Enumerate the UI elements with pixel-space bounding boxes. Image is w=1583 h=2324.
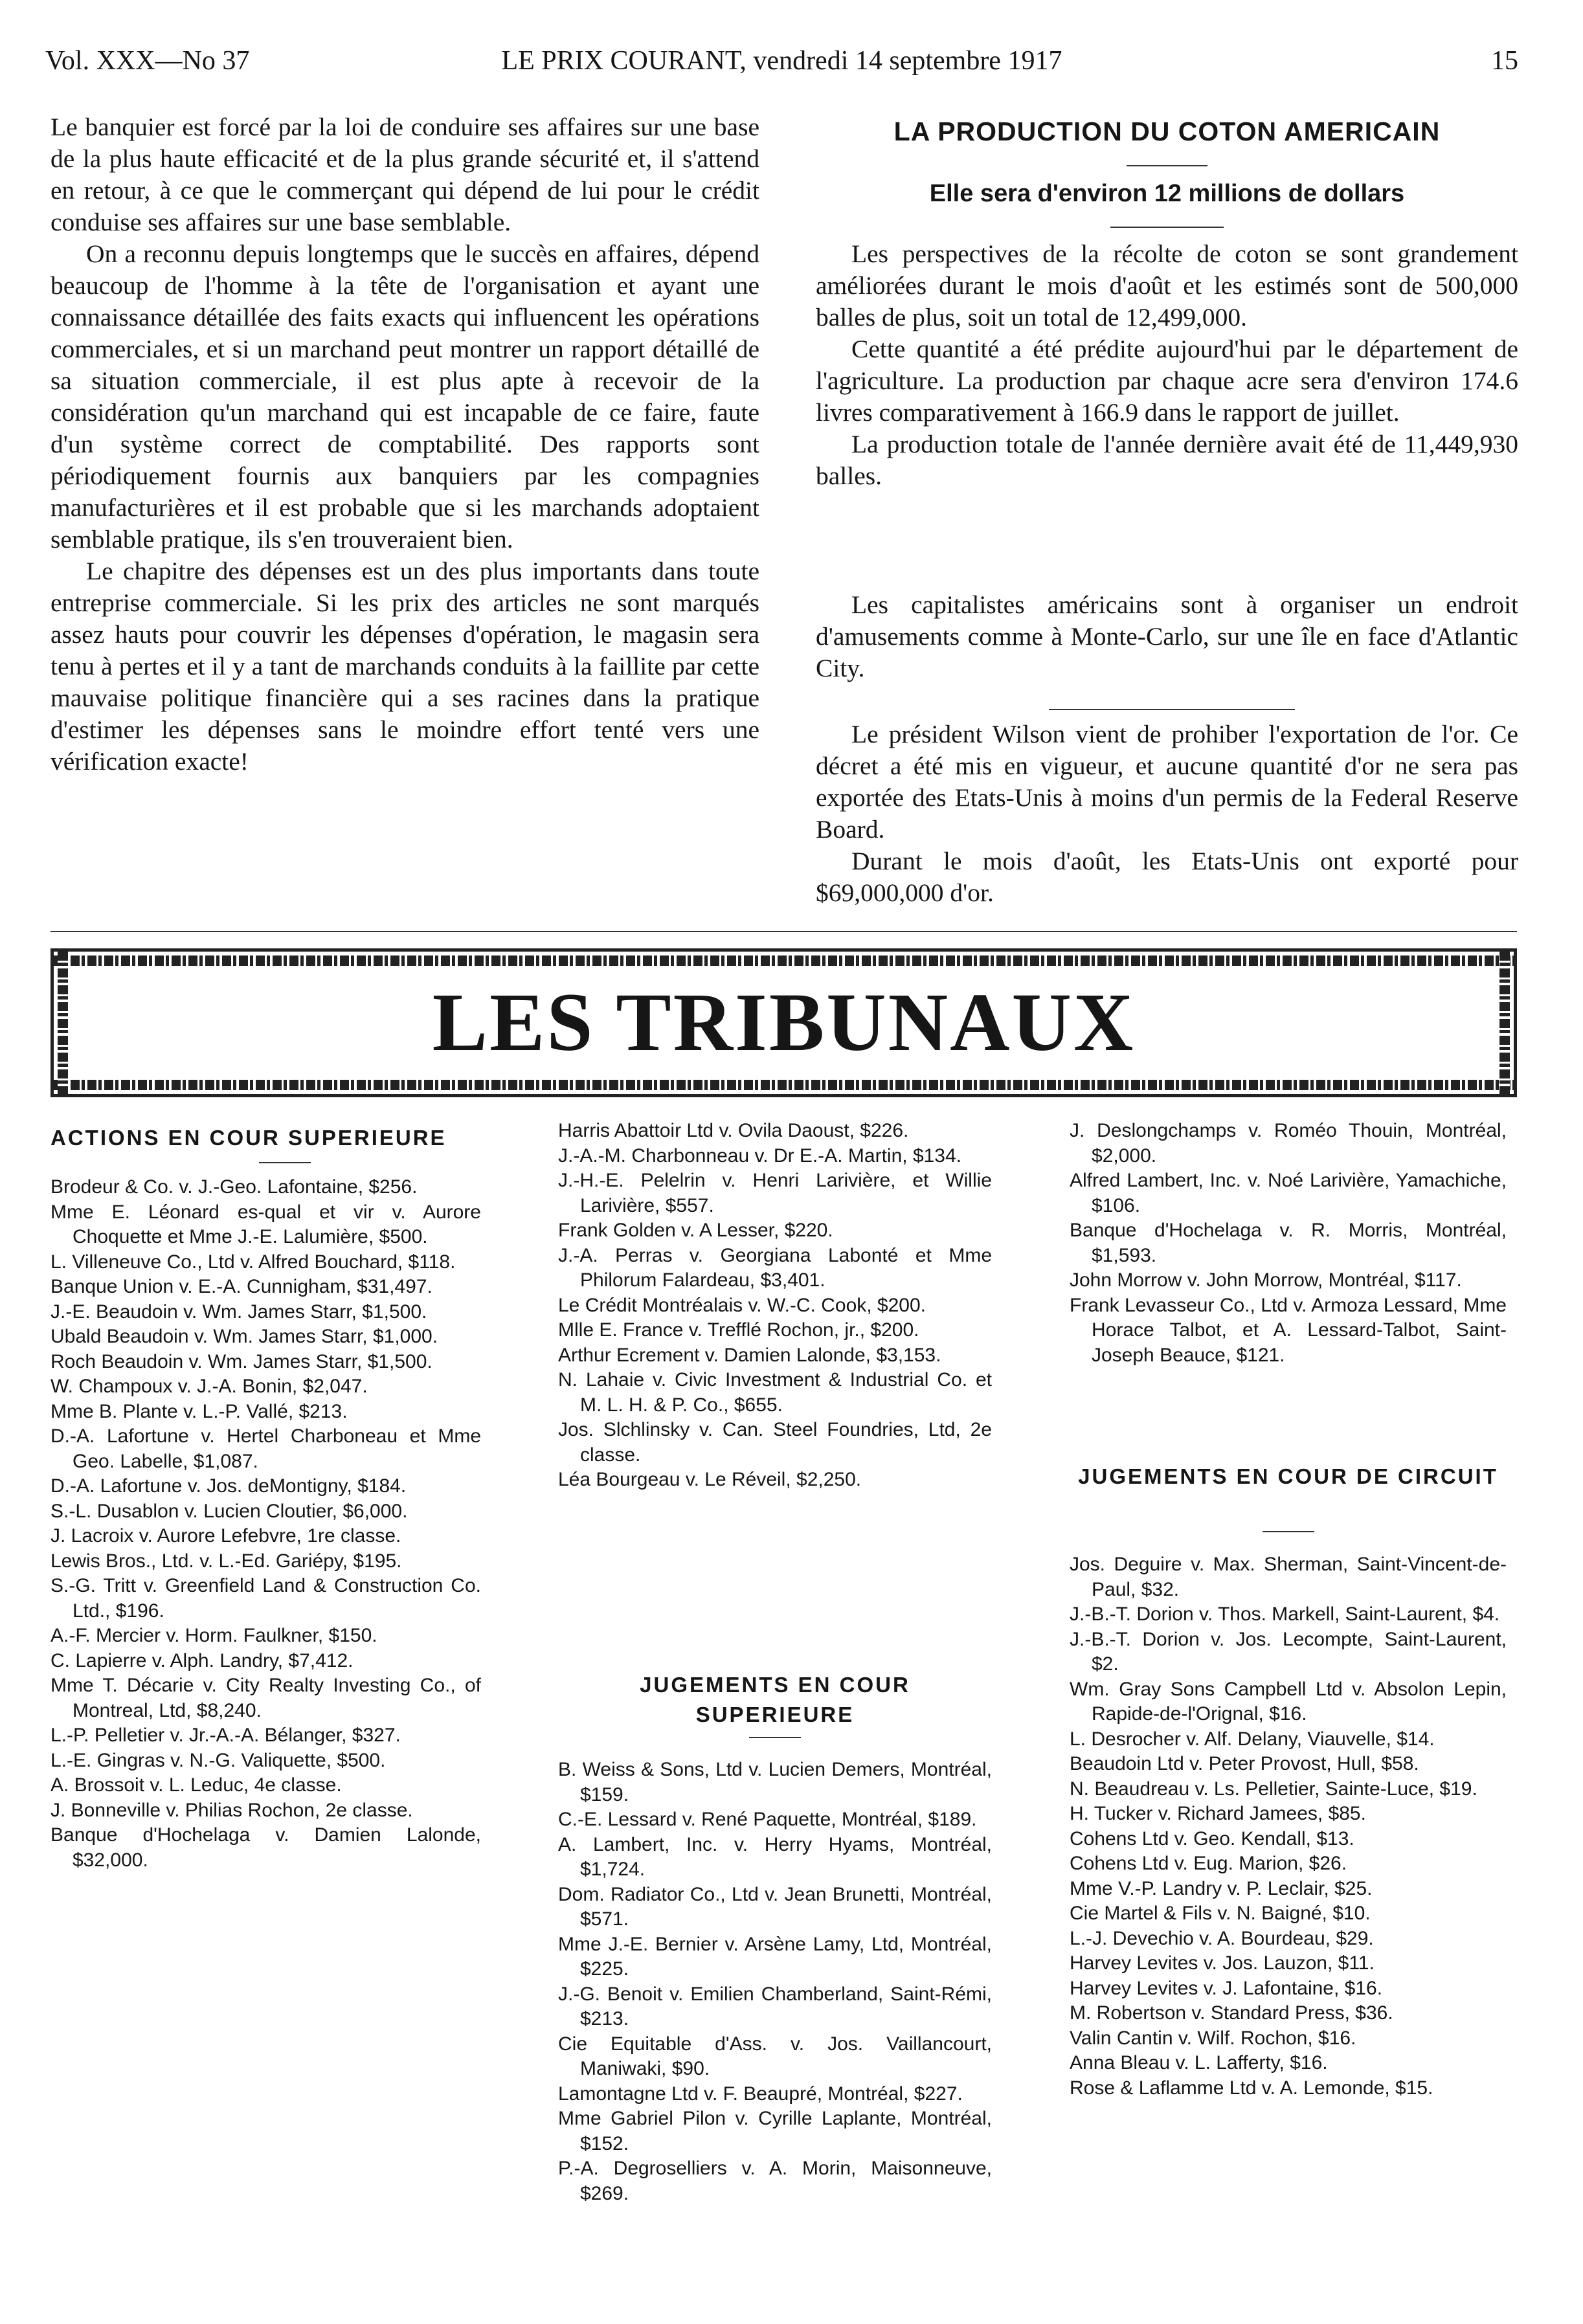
court-entry: Le Crédit Montréalais v. W.-C. Cook, $200. xyxy=(558,1294,926,1316)
court-entry: L. Desrocher v. Alf. Delany, Viauvelle, $14. xyxy=(1070,1728,1435,1750)
court-entry: C. Lapierre v. Alph. Landry, $7,412. xyxy=(51,1649,354,1671)
court-entry: A. Brossoit v. L. Leduc, 4e classe. xyxy=(51,1774,342,1796)
entries-list xyxy=(1070,1119,1507,1368)
court-entry: J.-G. Benoit v. Emilien Chamberland, Saint-Rémi, $213. xyxy=(558,1983,992,2029)
court-entry: Mme E. Léonard es-qual et vir v. Aurore Choquette et Mme J.-E. Lalumière, $500. xyxy=(51,1201,481,1247)
court-entry: Jos. Slchlinsky v. Can. Steel Foundries, Ltd, 2e classe. xyxy=(558,1419,992,1466)
court-entry: Mme Gabriel Pilon v. Cyrille Laplante, Montréal, $152. xyxy=(558,2108,992,2154)
paragraph: Cette quantité a été prédite aujourd'hui par le département de l'agriculture. La production par chaque acre sera d'environ 174.6 livres comparativement à 166.9 dans le rapport de juillet. xyxy=(816,335,1518,427)
border-ornament xyxy=(54,955,1514,966)
court-entry: Ubald Beaudoin v. Wm. James Starr, $1,000. xyxy=(51,1326,438,1347)
court-entry: Mme V.-P. Landry v. P. Leclair, $25. xyxy=(1070,1877,1373,1899)
divider xyxy=(1127,165,1207,166)
court-entry: Harvey Levites v. J. Lafontaine, $16. xyxy=(1070,1977,1383,1999)
entries-list xyxy=(51,1175,481,1873)
court-entry: Mme J.-E. Bernier v. Arsène Lamy, Ltd, Montréal, $225. xyxy=(558,1933,992,1980)
court-entry: Frank Levasseur Co., Ltd v. Armoza Lessard, Mme Horace Talbot, et A. Lessard-Talbot, Saint-Joseph Beauce, $121. xyxy=(1070,1294,1507,1366)
court-entry: Lewis Bros., Ltd. v. L.-Ed. Gariépy, $195. xyxy=(51,1550,402,1572)
paragraph: Le chapitre des dépenses est un des plus importants dans toute entreprise commerciale. Si les prix des articles ne sont marqués assez hauts pour couvrir les dépenses d'opération, le magasin sera tenu à pertes et il y a tant de marchands conduits à la faillite par cette mauvaise politique financière qui a ses racines dans la pratique d'estimer les dépenses sans le moindre effort tenté vers une vérification exacte! xyxy=(51,557,759,776)
court-entry: Mme T. Décarie v. City Realty Investing Co., of Montreal, Ltd, $8,240. xyxy=(51,1675,481,1721)
court-entry: S.-G. Tritt v. Greenfield Land & Construction Co. Ltd., $196. xyxy=(51,1575,481,1622)
divider xyxy=(1110,227,1224,228)
paragraph: Le banquier est forcé par la loi de conduire ses affaires sur une base de la plus haute efficacité et de la plus grande sécurité et, il s'attend en retour, à ce que le commerçant qui dépend de lui pour le crédit conduise ses affaires sur une base semblable. xyxy=(51,113,759,236)
court-entry: P.-A. Degroselliers v. A. Morin, Maisonneuve, $269. xyxy=(558,2158,992,2204)
court-entry: D.-A. Lafortune v. Jos. deMontigny, $184. xyxy=(51,1475,407,1497)
court-entry: A.-F. Mercier v. Horm. Faulkner, $150. xyxy=(51,1625,377,1646)
court-entry: J.-H.-E. Pelelrin v. Henri Larivière, et Willie Larivière, $557. xyxy=(558,1170,992,1216)
divider xyxy=(749,1737,801,1738)
court-entry: N. Beaudreau v. Ls. Pelletier, Sainte-Luce, $19. xyxy=(1070,1778,1477,1800)
court-entry: Roch Beaudoin v. Wm. James Starr, $1,500. xyxy=(51,1350,432,1372)
paragraph: Le président Wilson vient de prohiber l'exportation de l'or. Ce décret a été mis en vigueur, et aucune quantité d'or ne sera pas exportée des Etats-Unis à moins d'un permis de la Federal Reserve Board. xyxy=(816,720,1518,844)
court-entry: Cie Martel & Fils v. N. Baigné, $10. xyxy=(1070,1903,1371,1924)
court-entry: Léa Bourgeau v. Le Réveil, $2,250. xyxy=(558,1469,862,1490)
entries-list xyxy=(558,1758,992,2206)
court-entry: Harvey Levites v. Jos. Lauzon, $11. xyxy=(1070,1952,1375,1974)
note-wilson xyxy=(816,719,1518,909)
entries-list xyxy=(558,1119,992,1493)
court-entry: J. Lacroix v. Aurore Lefebvre, 1re classe. xyxy=(51,1525,401,1547)
court-entry: J. Bonneville v. Philias Rochon, 2e classe. xyxy=(51,1799,413,1821)
court-entry: Mlle E. France v. Trefflé Rochon, jr., $200. xyxy=(558,1319,919,1341)
page-header xyxy=(45,45,1518,91)
court-entry: C.-E. Lessard v. René Paquette, Montréal, $189. xyxy=(558,1809,977,1830)
court-entry: Harris Abattoir Ltd v. Ovila Daoust, $226. xyxy=(558,1120,909,1141)
court-entry: Banque d'Hochelaga v. Damien Lalonde, $32,000. xyxy=(51,1824,481,1871)
paragraph: La production totale de l'année dernière avait été de 11,449,930 balles. xyxy=(816,430,1518,490)
paragraph: Les perspectives de la récolte de coton se sont grandement améliorées durant le mois d'août et les estimés sont de 500,000 balles de plus, soit un total de 12,499,000. xyxy=(816,240,1518,331)
court-entry: Brodeur & Co. v. J.-Geo. Lafontaine, $256. xyxy=(51,1176,418,1198)
court-entry: Arthur Ecrement v. Damien Lalonde, $3,153. xyxy=(558,1344,941,1366)
page-number: 15 xyxy=(1491,46,1518,76)
article-title: LA PRODUCTION DU COTON AMERICAIN xyxy=(893,117,1441,146)
court-entry: Rose & Laflamme Ltd v. A. Lemonde, $15. xyxy=(1070,2077,1433,2099)
court-entry: B. Weiss & Sons, Ltd v. Lucien Demers, Montréal, $159. xyxy=(558,1759,992,1805)
paragraph: Les capitalistes américains sont à organiser un endroit d'amusements comme à Monte-Carlo, sur une île en face d'Atlantic City. xyxy=(816,590,1518,682)
section-heading: JUGEMENTS EN COUR DE CIRCUIT xyxy=(1078,1464,1498,1488)
section-heading: ACTIONS EN COUR SUPERIEURE xyxy=(51,1126,447,1150)
court-entry: Cohens Ltd v. Geo. Kendall, $13. xyxy=(1070,1827,1354,1849)
divider xyxy=(1049,709,1295,710)
entries-list xyxy=(1070,1552,1507,2101)
court-entry: Mme B. Plante v. L.-P. Vallé, $213. xyxy=(51,1400,348,1422)
court-entry: Jos. Deguire v. Max. Sherman, Saint-Vincent-de-Paul, $32. xyxy=(1070,1554,1507,1600)
banner-title: LES TRIBUNAUX xyxy=(432,976,1136,1068)
paragraph: On a reconnu depuis longtemps que le succès en affaires, dépend beaucoup de l'homme à la tête de l'organisation et ayant une connaissance détaillée des faits exacts qui influencent les opérations commerciales, et si un marchand peut montrer un rapport détaillé de sa situation commerciale, il est plus apte à recevoir de la considération qu'un marchand qui est incapable de ce faire, faute d'un système correct de comptabilité. Des rapports sont périodiquement fournis aux banquiers par les compagnies manufacturières et il est probable que si les marchands adoptaient semblable pratique, ils s'en trouveraient bien. xyxy=(51,240,759,553)
tribunaux-banner xyxy=(51,948,1517,1097)
court-entry: S.-L. Dusablon v. Lucien Cloutier, $6,000. xyxy=(51,1500,408,1522)
court-entry: J.-A. Perras v. Georgiana Labonté et Mme Philorum Falardeau, $3,401. xyxy=(558,1244,992,1291)
court-entry: L.-P. Pelletier v. Jr.-A.-A. Bélanger, $327. xyxy=(51,1725,401,1746)
right-article-body xyxy=(816,238,1518,492)
court-entry: J. Deslongchamps v. Roméo Thouin, Montréal, $2,000. xyxy=(1070,1120,1507,1167)
court-entry: John Morrow v. John Morrow, Montréal, $117. xyxy=(1070,1269,1462,1291)
court-entry: Alfred Lambert, Inc. v. Noé Larivière, Yamachiche, $106. xyxy=(1070,1170,1507,1216)
article-subtitle: Elle sera d'environ 12 millions de dollars xyxy=(929,180,1405,207)
note-capitalistes xyxy=(816,589,1518,684)
left-article xyxy=(51,111,759,777)
court-entry: D.-A. Lafortune v. Hertel Charboneau et Mme Geo. Labelle, $1,087. xyxy=(51,1425,481,1472)
divider xyxy=(1263,1531,1314,1532)
paragraph: Durant le mois d'août, les Etats-Unis ont exporté pour $69,000,000 d'or. xyxy=(816,847,1518,907)
court-entry: Banque Union v. E.-A. Cunnigham, $31,497. xyxy=(51,1276,432,1297)
court-entry: J.-A.-M. Charbonneau v. Dr E.-A. Martin, $134. xyxy=(558,1145,962,1167)
court-entry: Banque d'Hochelaga v. R. Morris, Montréal, $1,593. xyxy=(1070,1220,1507,1266)
court-entry: H. Tucker v. Richard Jamees, $85. xyxy=(1070,1803,1366,1824)
court-entry: N. Lahaie v. Civic Investment & Industrial Co. et M. L. H. & P. Co., $655. xyxy=(558,1369,992,1416)
court-entry: Valin Cantin v. Wilf. Rochon, $16. xyxy=(1070,2027,1356,2049)
court-entry: Dom. Radiator Co., Ltd v. Jean Brunetti, Montréal, $571. xyxy=(558,1883,992,1930)
court-entry: L.-E. Gingras v. N.-G. Valiquette, $500. xyxy=(51,1749,386,1771)
court-entry: W. Champoux v. J.-A. Bonin, $2,047. xyxy=(51,1376,368,1397)
section-divider xyxy=(51,931,1517,932)
court-entry: L.-J. Devechio v. A. Bourdeau, $29. xyxy=(1070,1927,1374,1949)
court-entry: J.-B.-T. Dorion v. Thos. Markell, Saint-Laurent, $4. xyxy=(1070,1603,1500,1625)
court-entry: Wm. Gray Sons Campbell Ltd v. Absolon Lepin, Rapide-de-l'Orignal, $16. xyxy=(1070,1678,1507,1725)
court-entry: J.-B.-T. Dorion v. Jos. Lecompte, Saint-Laurent, $2. xyxy=(1070,1628,1507,1675)
court-entry: Cohens Ltd v. Eug. Marion, $26. xyxy=(1070,1853,1347,1874)
court-entry: A. Lambert, Inc. v. Herry Hyams, Montréal, $1,724. xyxy=(558,1833,992,1880)
volume-number: Vol. XXX—No 37 xyxy=(45,46,250,76)
section-heading: JUGEMENTS EN COUR SUPERIEURE xyxy=(640,1673,910,1726)
court-entry: Frank Golden v. A Lesser, $220. xyxy=(558,1220,833,1241)
court-entry: Anna Bleau v. L. Lafferty, $16. xyxy=(1070,2052,1328,2073)
court-entry: Beaudoin Ltd v. Peter Provost, Hull, $58. xyxy=(1070,1753,1419,1774)
court-entry: Cie Equitable d'Ass. v. Jos. Vaillancourt, Maniwaki, $90. xyxy=(558,2033,992,2079)
border-ornament xyxy=(54,1080,1514,1090)
court-entry: J.-E. Beaudoin v. Wm. James Starr, $1,500. xyxy=(51,1301,427,1323)
masthead: LE PRIX COURANT, vendredi 14 septembre 1917 xyxy=(501,46,1062,76)
court-entry: L. Villeneuve Co., Ltd v. Alfred Bouchard, $118. xyxy=(51,1251,456,1273)
divider xyxy=(259,1162,311,1163)
court-entry: Lamontagne Ltd v. F. Beaupré, Montréal, $227. xyxy=(558,2083,963,2105)
court-entry: M. Robertson v. Standard Press, $36. xyxy=(1070,2002,1393,2024)
